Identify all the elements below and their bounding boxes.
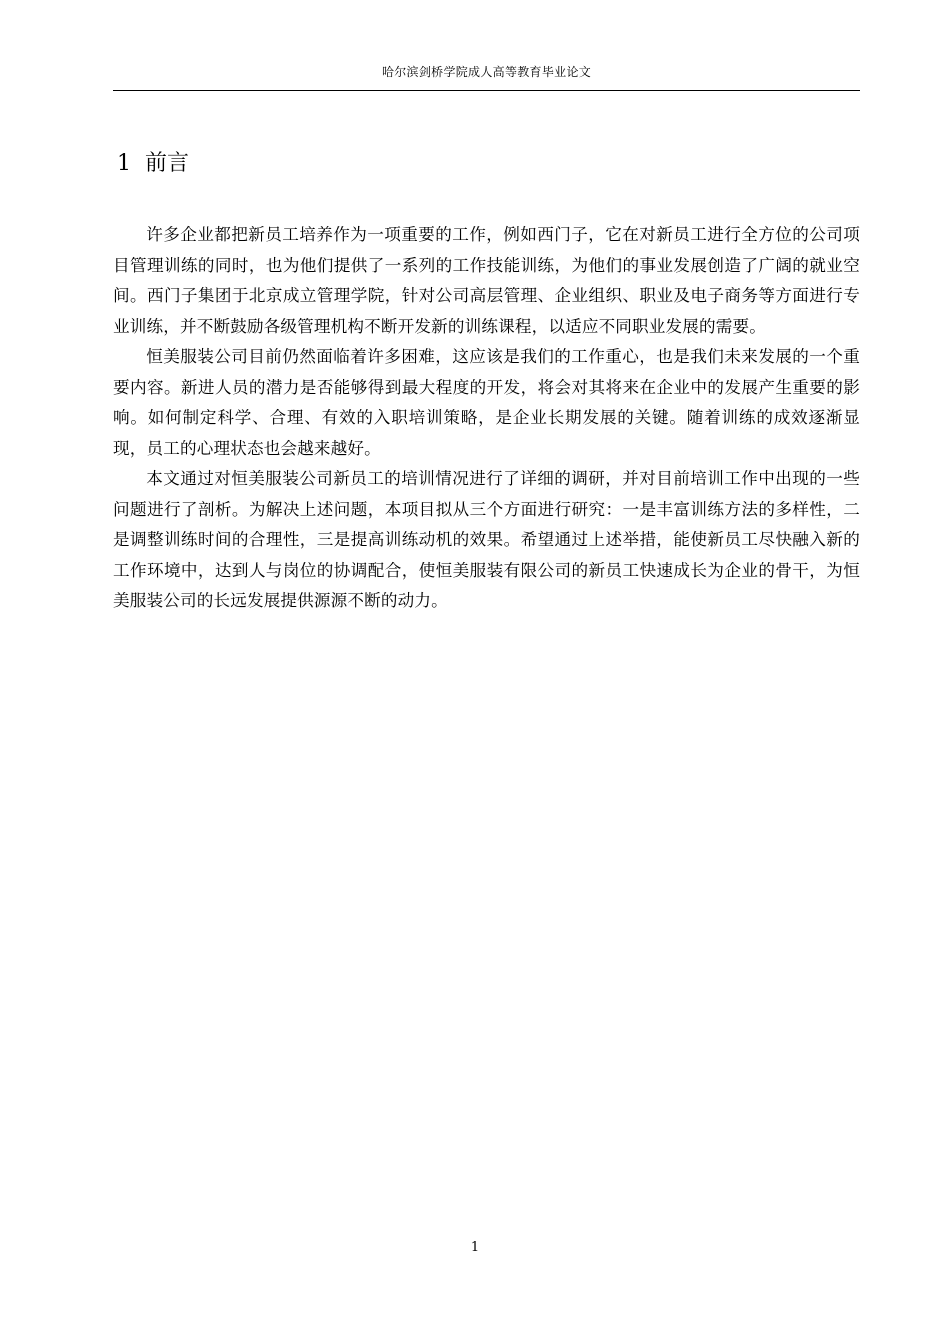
- header-title: 哈尔滨剑桥学院成人高等教育毕业论文: [381, 65, 592, 79]
- section-heading: [117, 146, 189, 182]
- paragraph: 本文通过对恒美服装公司新员工的培训情况进行了详细的调研，并对目前培训工作中出现的一些问题进行了剖析。为解决上述问题，本项目拟从三个方面进行研究：一是丰富训练方法的多样性，二是调整训练时间的合理性，三是提高训练动机的效果。希望通过上述举措，能使新员工尽快融入新的工作环境中，达到人与岗位的协调配合，使恒美服装有限公司的新员工快速成长为企业的骨干，为恒美服装公司的长远发展提供源源不断的动力。: [113, 469, 860, 610]
- page-footer: [0, 1238, 950, 1258]
- paragraph: 恒美服装公司目前仍然面临着许多困难，这应该是我们的工作重心，也是我们未来发展的一个重要内容。新进人员的潜力是否能够得到最大程度的开发，将会对其将来在企业中的发展产生重要的影响。如何制定科学、合理、有效的入职培训策略，是企业长期发展的关键。随着训练的成效逐渐显现，员工的心理状态也会越来越好。: [113, 347, 860, 458]
- section-title-text: 前言: [145, 151, 190, 176]
- page-header: [113, 62, 860, 91]
- section-number: 1: [117, 151, 131, 176]
- body-text: [113, 220, 860, 617]
- paragraph: 许多企业都把新员工培养作为一项重要的工作，例如西门子，它在对新员工进行全方位的公司项目管理训练的同时，也为他们提供了一系列的工作技能训练，为他们的事业发展创造了广阔的就业空间。西门子集团于北京成立管理学院，针对公司高层管理、企业组织、职业及电子商务等方面进行专业训练，并不断鼓励各级管理机构不断开发新的训练课程，以适应不同职业发展的需要。: [113, 225, 860, 336]
- page-number: 1: [470, 1240, 480, 1255]
